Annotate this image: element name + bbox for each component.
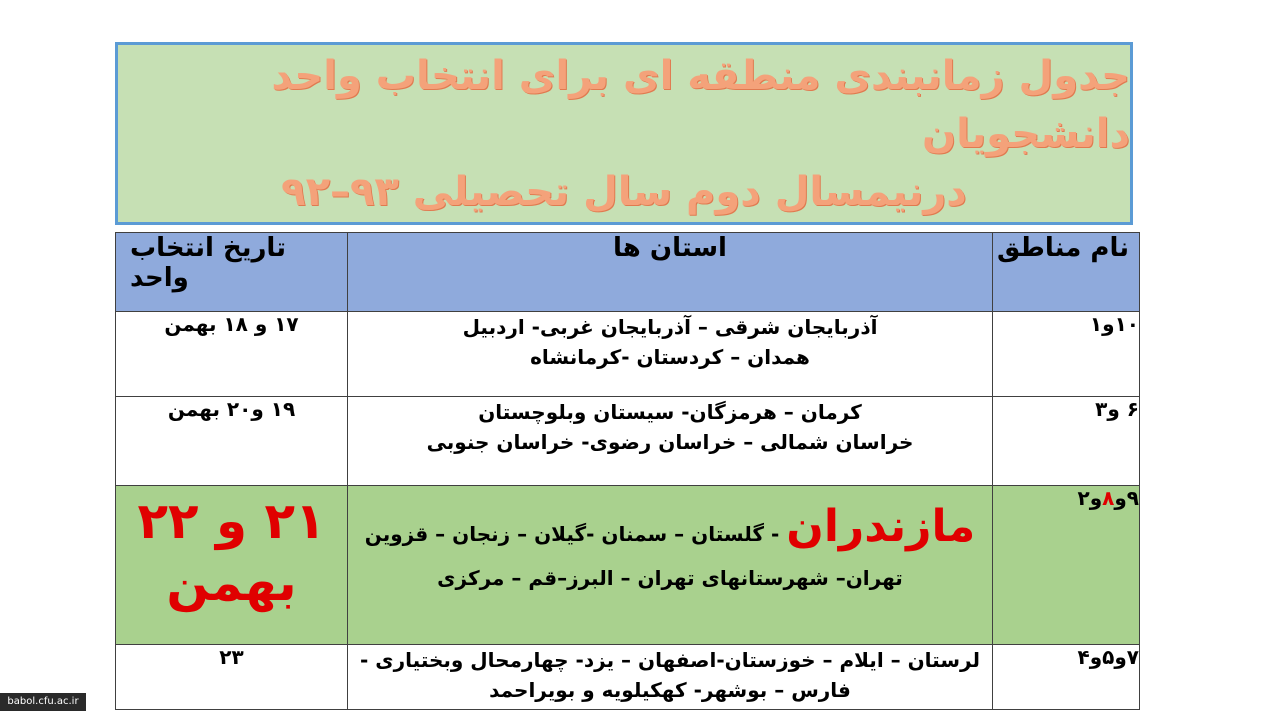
provinces-line: خراسان شمالی – خراسان رضوی- خراسان جنوبی: [426, 430, 914, 454]
table-row-highlighted: [116, 486, 1140, 645]
date-cell: [116, 486, 348, 645]
region-cell: ۶ و۳: [993, 397, 1140, 486]
header-date: تاریخ انتخاب واحد: [116, 233, 348, 312]
provinces-line: لرستان – ایلام – خوزستان-اصفهان – یزد- چهارمحال وبختیاری -: [360, 648, 980, 672]
table-row: [116, 397, 1140, 486]
region-part-highlight: ۸: [1102, 486, 1115, 510]
provinces-cell: [348, 486, 993, 645]
watermark-label: babol.cfu.ac.ir: [0, 693, 86, 711]
provinces-cell: [348, 397, 993, 486]
provinces-line: همدان – کردستان -کرمانشاه: [530, 345, 810, 369]
provinces-line: فارس – بوشهر- کهکیلویه و بویراحمد: [489, 678, 851, 702]
provinces-cell: [348, 312, 993, 397]
provinces-highlight: مازندران: [786, 501, 976, 552]
date-cell: ۱۷ و ۱۸ بهمن: [116, 312, 348, 397]
region-part: و۲: [1077, 486, 1103, 510]
provinces-rest: - گلستان – سمنان -گیلان – زنجان – قزوین: [364, 522, 780, 546]
provinces-line: [348, 500, 992, 561]
title-line-2: درنیمسال دوم سال تحصیلی ۹۳–۹۲: [281, 168, 967, 215]
header-provinces: استان ها: [348, 233, 993, 312]
table-header-row: [116, 233, 1140, 312]
provinces-line: تهران– شهرستانهای تهران – البرز–قم – مرکزی: [437, 566, 903, 590]
date-cell: ۱۹ و۲۰ بهمن: [116, 397, 348, 486]
schedule-table: [115, 232, 1140, 710]
region-part: ۹و: [1114, 486, 1139, 510]
provinces-line: آذربایجان شرقی – آذربایجان غربی- اردبیل: [462, 315, 878, 339]
title-banner: [115, 42, 1133, 225]
provinces-cell: [348, 645, 993, 710]
region-cell: ۷و۵و۴: [993, 645, 1140, 710]
table-row: [116, 312, 1140, 397]
date-highlight-line-1: ۲۱ و ۲۲: [137, 492, 326, 550]
header-region: نام مناطق: [993, 233, 1140, 312]
provinces-line: کرمان – هرمزگان- سیستان وبلوچستان: [478, 400, 862, 424]
title-line-1: جدول زمانبندی منطقه ای برای انتخاب واحد دانشجویان: [271, 52, 1130, 157]
date-highlight-line-2: بهمن: [166, 554, 297, 612]
region-cell: ۱۰و۱: [993, 312, 1140, 397]
table-row: [116, 645, 1140, 710]
region-cell: [993, 486, 1140, 645]
date-cell: ۲۳: [116, 645, 348, 710]
